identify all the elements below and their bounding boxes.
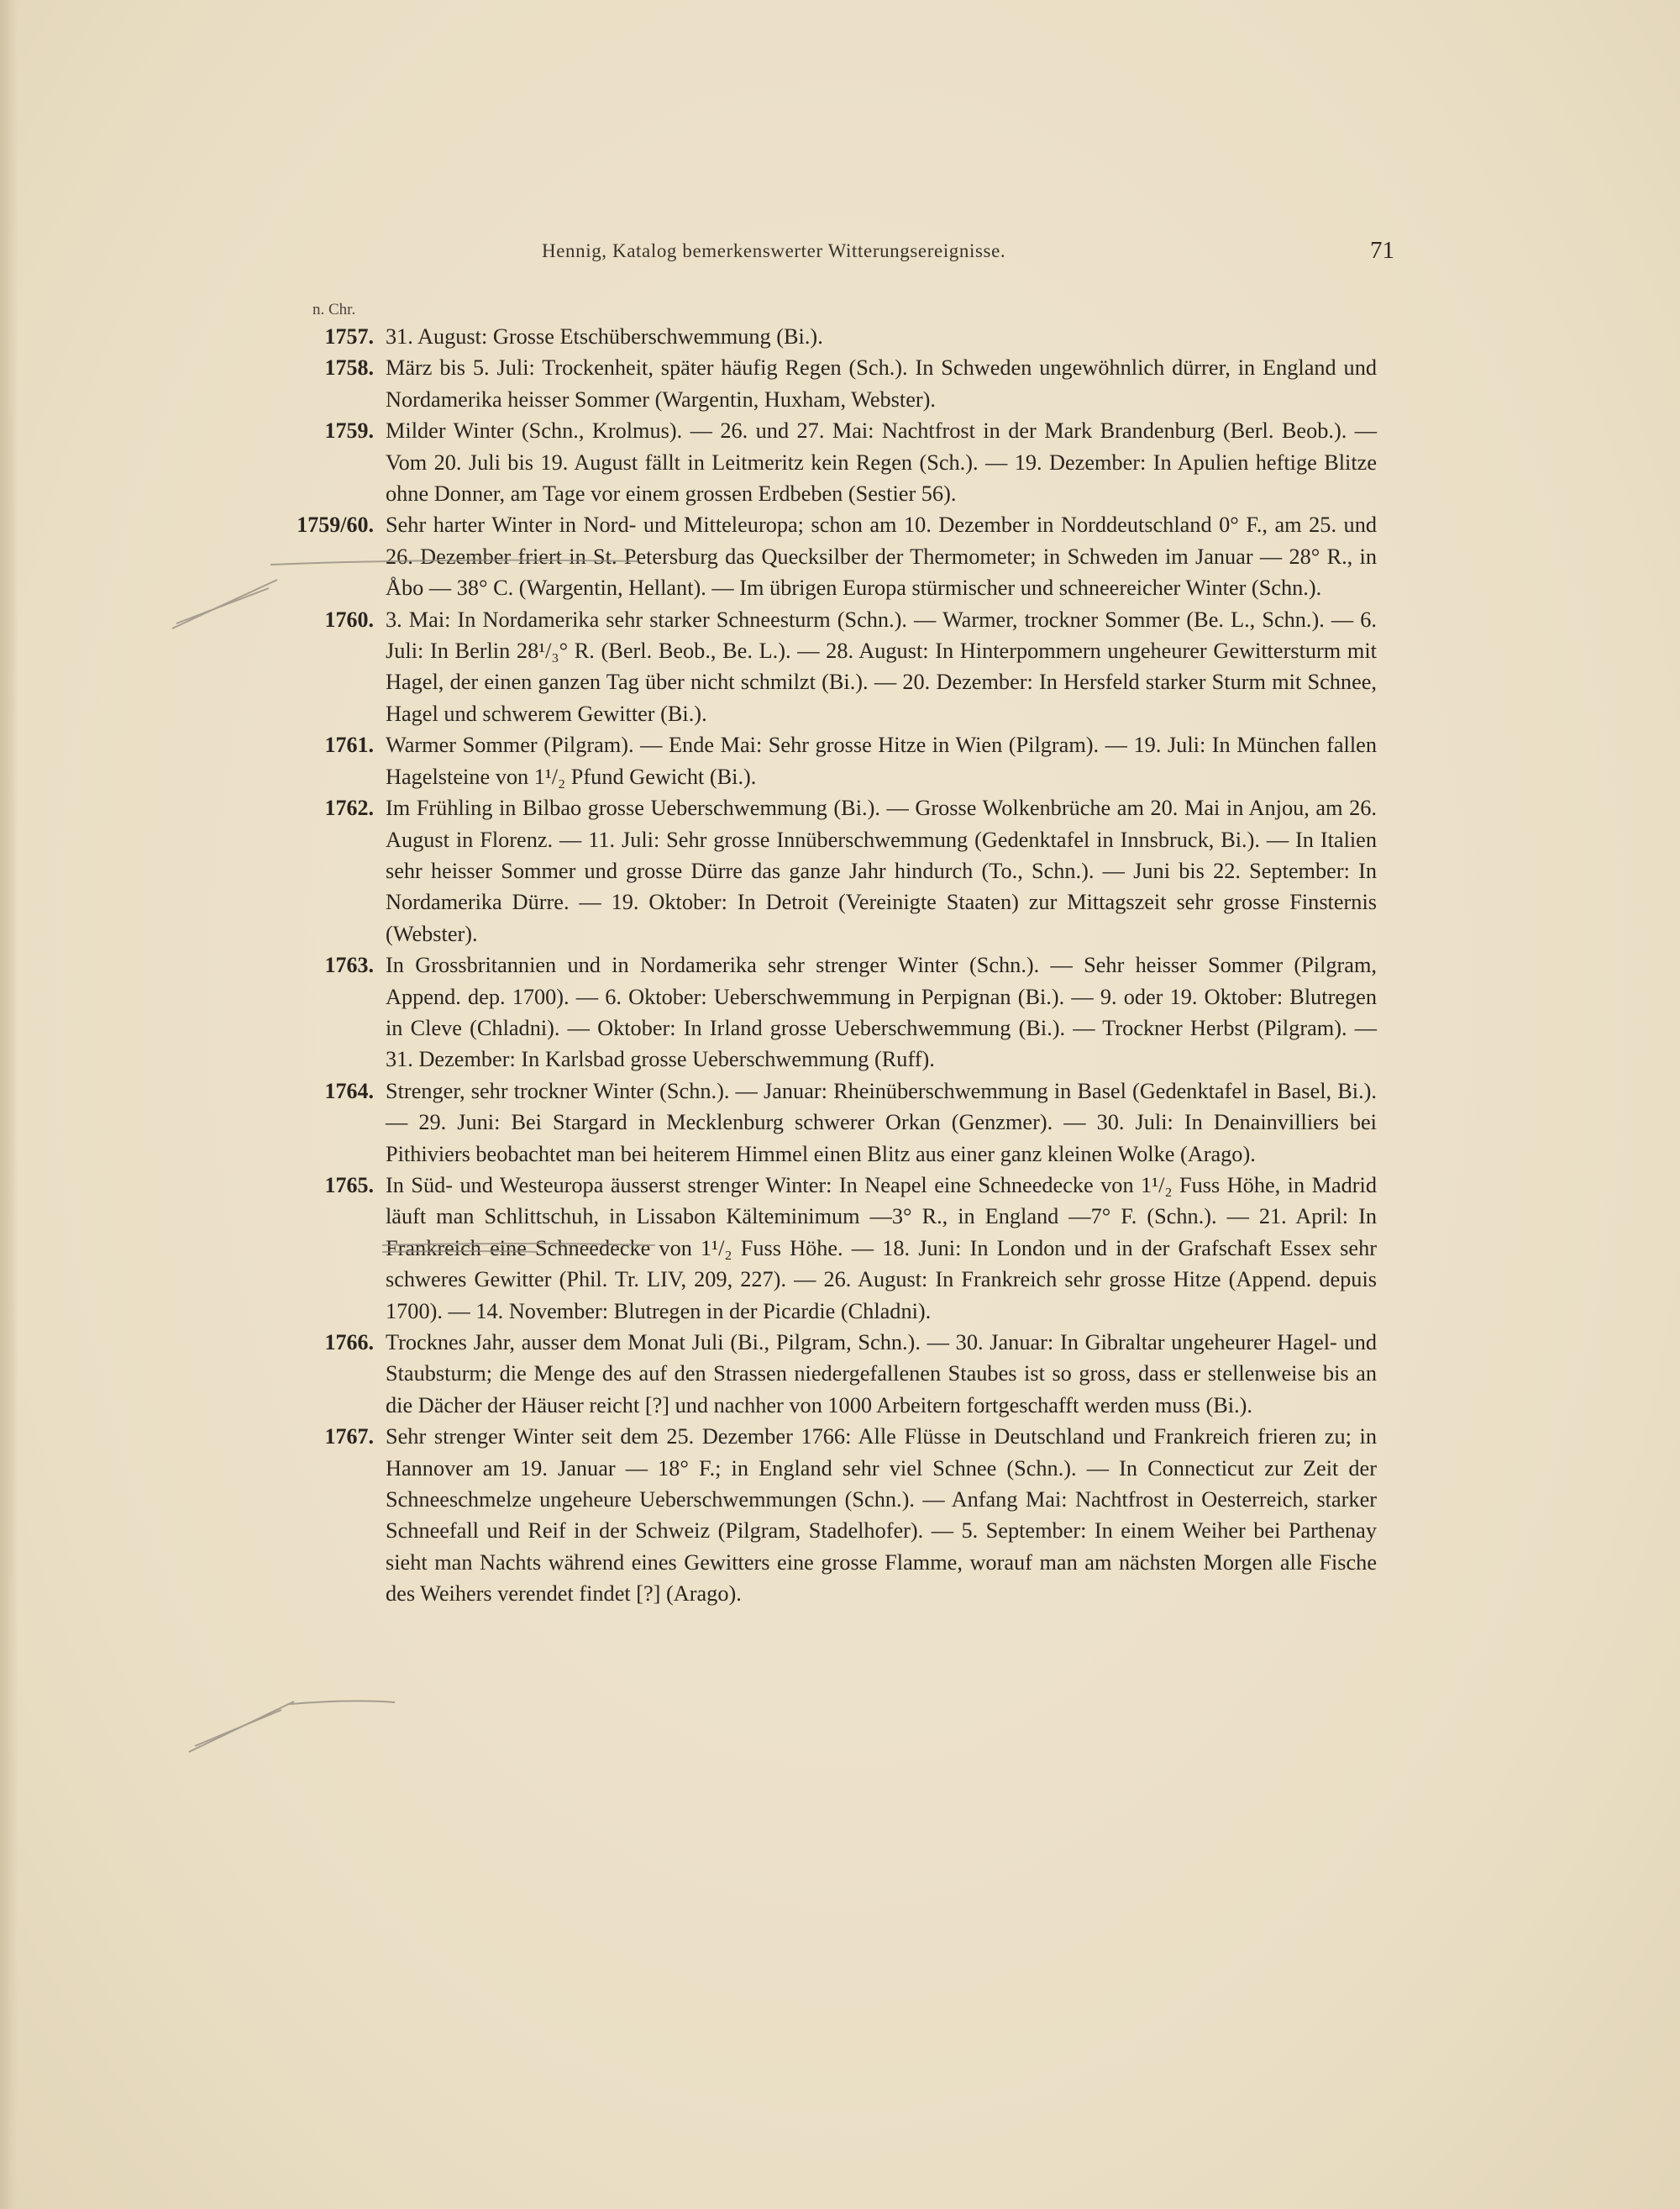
entry-1765 <box>252 1170 1428 1327</box>
entry-text: Im Frühling in Bilbao grosse Ueberschwemmung (Bi.). — Grosse Wolkenbrüche am 20. Mai in Anjou, am 26. August in Florenz. — 11. Juli: Sehr grosse Innüberschwemmung (Gedenktafel in Innsbruck, Bi.). — In Italien sehr heisser Sommer und grosse Dürre das ganze Jahr hindurch (To., Schn.). — Juni bis 22. September: In Nordamerika Dürre. — 19. Oktober: In Detroit (Vereinigte Staaten) zur Mittagszeit sehr grosse Finsternis (Webster). <box>386 796 1377 946</box>
pencil-stroke-1767-b <box>195 1710 281 1746</box>
entry-text: Milder Winter (Schn., Krolmus). — 26. und 27. Mai: Nachtfrost in der Mark Brandenburg (Berl. Beob.). — Vom 20. Juli bis 19. August fällt in Leitmeritz kein Regen (Sch.). — 19. Dezember: In Apulien heftige Blitze ohne Donner, am Tage vor einem grossen Erdbeben (Sestier 56). <box>386 418 1377 507</box>
entry-year: 1767. <box>324 1424 374 1449</box>
entry-1763 <box>252 949 1428 1076</box>
entry-text: Trocknes Jahr, ausser dem Monat Juli (Bi., Pilgram, Schn.). — 30. Januar: In Gibraltar ungeheurer Hagel- und Staubsturm; die Menge des auf den Strassen niedergefallenen Staubes ist so gross, dass er stellenweise bis an die Dächer der Häuser reicht [?] und nachher von 1000 Arbeitern fortgeschafft werden muss (Bi.). <box>386 1330 1377 1417</box>
entry-year: 1765. <box>324 1172 374 1197</box>
entry-1758 <box>252 352 1428 415</box>
entry-1764 <box>252 1076 1428 1170</box>
entry-1760 <box>252 604 1428 730</box>
era-label: n. Chr. <box>312 301 356 318</box>
running-title: Hennig, Katalog bemerkenswerter Witterungsereignisse. <box>542 240 1006 261</box>
pencil-underline-1767 <box>290 1701 395 1704</box>
entry-year: 1760. <box>324 607 374 632</box>
page-number: 71 <box>1370 237 1394 264</box>
entry-text: Sehr harter Winter in Nord- und Mitteleuropa; schon am 10. Dezember in Norddeutschland 0° F., am 25. und 26. Dezember friert in St. Petersburg das Quecksilber der Thermometer; in Schweden im Januar — 28° R., in Åbo — 38° C. (Wargentin, Hellant). — Im übrigen Europa stürmischer und schneereicher Winter (Schn.). <box>386 513 1377 601</box>
entry-year: 1762. <box>324 796 374 821</box>
pencil-stroke-1767-a <box>189 1701 294 1752</box>
entry-text: In Süd- und Westeuropa äusserst strenger Winter: In Neapel eine Schneedecke von 1¹/₂ Fuss Höhe, in Madrid läuft man Schlittschuh, in Lissabon Kälteminimum —3° R., in England —7° F. (Schn.). — 21. April: In Frankreich eine Schneedecke von 1¹/₂ Fuss Höhe. — 18. Juni: In London und in der Grafschaft Essex sehr schweres Gewitter (Phil. Tr. LIV, 209, 227). — 26. August: In Frankreich sehr grosse Hitze (Append. depuis 1700). — 14. November: Blutregen in der Picardie (Chladni). <box>386 1172 1377 1323</box>
entry-list <box>252 321 1428 1610</box>
entry-year: 1764. <box>324 1078 374 1103</box>
entry-year: 1757. <box>324 324 374 349</box>
entry-year: 1759. <box>324 418 374 444</box>
entry-text: Sehr strenger Winter seit dem 25. Dezember 1766: Alle Flüsse in Deutschland und Frankreich frieren zu; in Hannover am 19. Januar — 18° F.; in England sehr viel Schnee (Schn.). — In Connecticut zur Zeit der Schneeschmelze ungeheure Ueberschwemmungen (Schn.). — Anfang Mai: Nachtfrost in Oesterreich, starker Schneefall und Reif in der Schweiz (Pilgram, Stadelhofer). — 5. September: In einem Weiher bei Parthenay sieht man Nachts während eines Gewitters eine grosse Flamme, worauf man am nächsten Morgen alle Fische des Weihers verendet findet [?] (Arago). <box>386 1424 1377 1607</box>
entry-1762 <box>252 792 1428 949</box>
entry-year: 1761. <box>324 733 374 758</box>
entry-year: 1758. <box>324 355 374 381</box>
entry-text: In Grossbritannien und in Nordamerika sehr strenger Winter (Schn.). — Sehr heisser Sommer (Pilgram, Append. dep. 1700). — 6. Oktober: Ueberschwemmung in Perpignan (Bi.). — 9. oder 19. Oktober: Blutregen in Cleve (Chladni). — Oktober: In Irland grosse Ueberschwemmung (Bi.). — Trockner Herbst (Pilgram). — 31. Dezember: In Karlsbad grosse Ueberschwemmung (Ruff). <box>386 953 1377 1072</box>
entry-text: Strenger, sehr trockner Winter (Schn.). — Januar: Rheinüberschwemmung in Basel (Gedenktafel in Basel, Bi.). — 29. Juni: Bei Stargard in Mecklenburg schwerer Orkan (Genzmer). — 30. Juli: In Denainvilliers bei Pithiviers beobachtet man bei heiterem Himmel einen Blitz aus einer ganz kleinen Wolke (Arago). <box>386 1078 1377 1166</box>
entry-1759-60 <box>252 509 1428 603</box>
entry-1767 <box>252 1421 1428 1609</box>
entry-1757 <box>252 321 1428 352</box>
entry-text: März bis 5. Juli: Trockenheit, später häufig Regen (Sch.). In Schweden ungewöhnlich dürrer, in England und Nordamerika heisser Sommer (Wargentin, Huxham, Webster). <box>386 355 1377 412</box>
entry-year: 1763. <box>324 953 374 978</box>
entry-1759 <box>252 415 1428 509</box>
page-binding-edge <box>0 0 18 2209</box>
entry-1761 <box>252 729 1428 792</box>
entry-1766 <box>252 1327 1428 1421</box>
entry-text: 31. August: Grosse Etschüberschwemmung (Bi.). <box>386 324 823 349</box>
entry-text: 3. Mai: In Nordamerika sehr starker Schneesturm (Schn.). — Warmer, trockner Sommer (Be. L., Schn.). — 6. Juli: In Berlin 28¹/₃° R. (Berl. Beob., Be. L.). — 28. August: In Hinterpommern ungeheurer Gewittersturm mit Hagel, der einen ganzen Tag über nicht schmilzt (Bi.). — 20. Dezember: In Hersfeld starker Sturm mit Schnee, Hagel und schwerem Gewitter (Bi.). <box>386 607 1377 726</box>
entry-year: 1766. <box>324 1330 374 1354</box>
entry-year: 1759/60. <box>297 513 374 538</box>
entry-text: Warmer Sommer (Pilgram). — Ende Mai: Sehr grosse Hitze in Wien (Pilgram). — 19. Juli: In München fallen Hagelsteine von 1¹/₂ Pfund Gewicht (Bi.). <box>386 733 1377 789</box>
